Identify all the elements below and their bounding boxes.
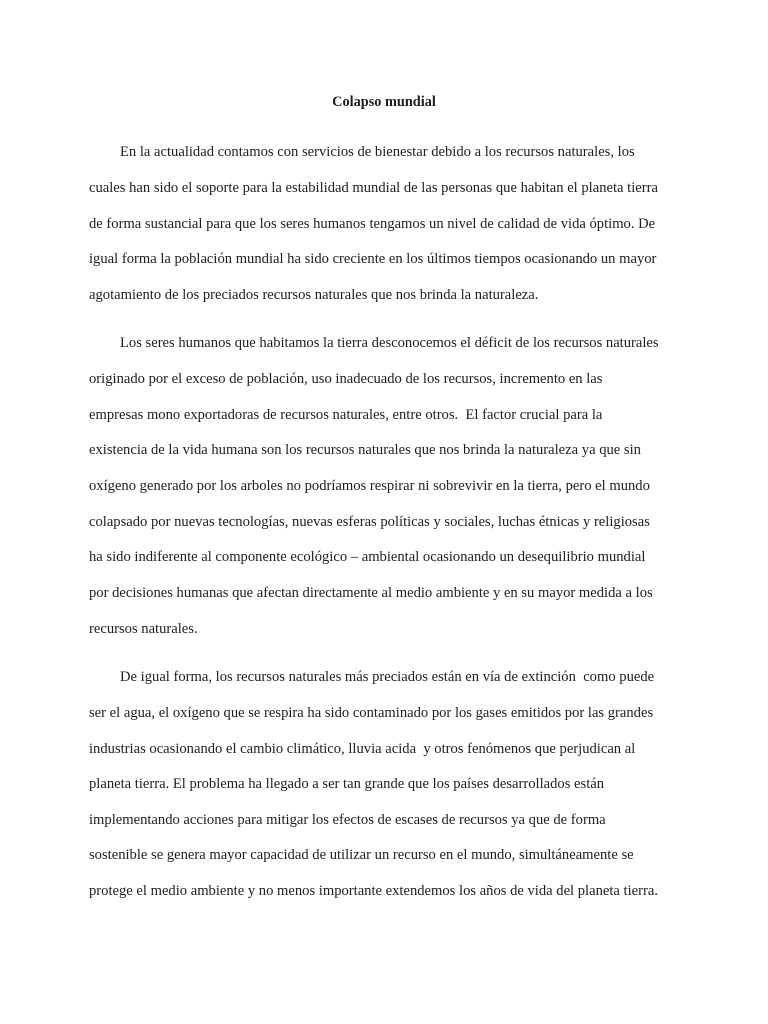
paragraph-line: En la actualidad contamos con servicios de bienestar debido a los recursos naturales, los	[120, 144, 635, 160]
paragraph-line: protege el medio ambiente y no menos importante extendemos los años de vida del planeta tierra.	[89, 883, 658, 899]
paragraph-line: por decisiones humanas que afectan directamente al medio ambiente y en su mayor medida a los	[89, 585, 653, 601]
paragraph-line: sostenible se genera mayor capacidad de utilizar un recurso en el mundo, simultáneamente se	[89, 847, 634, 863]
paragraph-line: agotamiento de los preciados recursos naturales que nos brinda la naturaleza.	[89, 287, 539, 303]
document-title: Colapso mundial	[332, 94, 436, 110]
paragraph-line: De igual forma, los recursos naturales más preciados están en vía de extinción como puede	[120, 669, 655, 685]
paragraph-line: cuales han sido el soporte para la estabilidad mundial de las personas que habitan el planeta tierra	[89, 180, 658, 196]
paragraph-line: igual forma la población mundial ha sido creciente en los últimos tiempos ocasionando un mayor	[89, 251, 657, 267]
paragraph-line: Los seres humanos que habitamos la tierra desconocemos el déficit de los recursos naturales	[120, 335, 659, 351]
paragraph-line: implementando acciones para mitigar los efectos de escases de recursos ya que de forma	[89, 812, 606, 828]
paragraph-line: ha sido indiferente al componente ecológico – ambiental ocasionando un desequilibrio mundial	[89, 549, 646, 565]
paragraph-line: oxígeno generado por los arboles no podríamos respirar ni sobrevivir en la tierra, pero el mundo	[89, 478, 650, 494]
paragraph-line: empresas mono exportadoras de recursos naturales, entre otros. El factor crucial para la	[89, 407, 603, 423]
paragraph-line: planeta tierra. El problema ha llegado a ser tan grande que los países desarrollados están	[89, 776, 605, 792]
paragraph-line: recursos naturales.	[89, 621, 198, 637]
paragraph-line: ser el agua, el oxígeno que se respira ha sido contaminado por los gases emitidos por las grandes	[89, 705, 654, 721]
paragraph-line: originado por el exceso de población, uso inadecuado de los recursos, incremento en las	[89, 371, 603, 387]
paragraph-line: colapsado por nuevas tecnologías, nuevas esferas políticas y sociales, luchas étnicas y religiosas	[89, 514, 650, 530]
paragraph-line: industrias ocasionando el cambio climático, lluvia acida y otros fenómenos que perjudican al	[89, 741, 636, 757]
paragraph-line: de forma sustancial para que los seres humanos tengamos un nivel de calidad de vida óptimo. De	[89, 216, 656, 232]
paragraph-line: existencia de la vida humana son los recursos naturales que nos brinda la naturaleza ya que sin	[89, 442, 641, 458]
